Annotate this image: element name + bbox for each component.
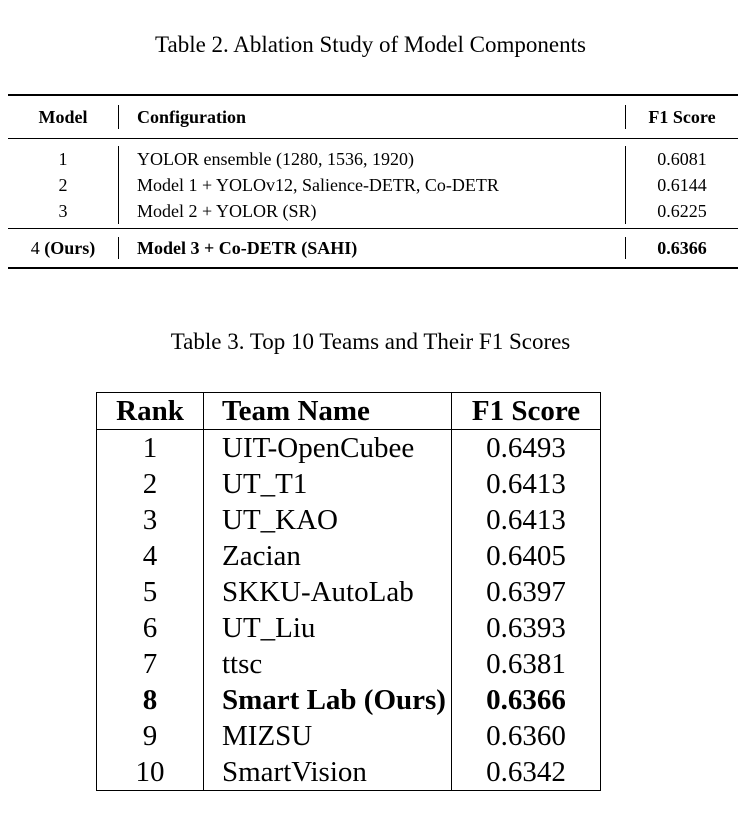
table-row: [97, 646, 601, 682]
table-row: [97, 754, 601, 791]
rank-cell: 3: [97, 502, 204, 538]
header-model: Model: [38, 106, 88, 127]
table-row: [8, 146, 738, 172]
team-name-cell: Smart Lab (Ours): [204, 682, 452, 718]
f1-cell: 0.6081: [625, 146, 738, 172]
f1-cell: 0.6413: [452, 502, 601, 538]
rank-cell: 10: [97, 754, 204, 791]
header-f1-score: F1 Score: [625, 105, 738, 129]
table-row: [97, 718, 601, 754]
model-cell: 3: [58, 200, 68, 221]
rank-cell: 2: [97, 466, 204, 502]
table-row: [97, 610, 601, 646]
table3-caption: Table 3. Top 10 Teams and Their F1 Scores: [170, 329, 571, 354]
table-row: [97, 466, 601, 502]
table-row: [97, 430, 601, 467]
team-name-cell: UT_Liu: [204, 610, 452, 646]
f1-cell: 0.6366: [452, 682, 601, 718]
model-cell: 2: [58, 174, 68, 195]
rank-cell: 9: [97, 718, 204, 754]
rank-cell: 6: [97, 610, 204, 646]
table-row: [97, 574, 601, 610]
table-body: [8, 139, 738, 228]
model-tag: (Ours): [44, 237, 96, 258]
table-row: [97, 502, 601, 538]
leaderboard-table: [96, 392, 601, 791]
rank-cell: 4: [97, 538, 204, 574]
table-rule: [8, 267, 738, 269]
header-team-name: Team Name: [204, 393, 452, 430]
f1-cell: 0.6413: [452, 466, 601, 502]
table-row-ours: [97, 682, 601, 718]
table-header-row: [97, 393, 601, 430]
team-name-cell: UT_T1: [204, 466, 452, 502]
f1-cell: 0.6493: [452, 430, 601, 467]
model-cell: 1: [58, 148, 68, 169]
ablation-table: [8, 94, 738, 269]
rank-cell: 8: [97, 682, 204, 718]
rank-cell: 1: [97, 430, 204, 467]
table2-caption: Table 2. Ablation Study of Model Components: [155, 32, 586, 57]
f1-cell: 0.6360: [452, 718, 601, 754]
model-number: 4: [30, 237, 40, 258]
rank-cell: 7: [97, 646, 204, 682]
model-cell: [8, 238, 118, 259]
f1-cell: 0.6342: [452, 754, 601, 791]
table-row-ours: [8, 229, 738, 267]
team-name-cell: UT_KAO: [204, 502, 452, 538]
configuration-cell: Model 2 + YOLOR (SR): [118, 198, 625, 224]
configuration-cell: YOLOR ensemble (1280, 1536, 1920): [118, 146, 625, 172]
header-f1-score: F1 Score: [452, 393, 601, 430]
f1-cell: 0.6225: [625, 198, 738, 224]
header-configuration: Configuration: [118, 105, 625, 129]
configuration-cell: Model 3 + Co-DETR (SAHI): [118, 237, 625, 259]
configuration-cell: Model 1 + YOLOv12, Salience-DETR, Co-DETR: [118, 172, 625, 198]
f1-cell: 0.6405: [452, 538, 601, 574]
header-rank: Rank: [97, 393, 204, 430]
table-row: [8, 172, 738, 198]
team-name-cell: SKKU-AutoLab: [204, 574, 452, 610]
team-name-cell: Zacian: [204, 538, 452, 574]
f1-cell: 0.6393: [452, 610, 601, 646]
team-name-cell: MIZSU: [204, 718, 452, 754]
f1-cell: 0.6366: [625, 237, 738, 259]
table-row: [97, 538, 601, 574]
table-header-row: [8, 96, 738, 138]
f1-cell: 0.6381: [452, 646, 601, 682]
team-name-cell: UIT-OpenCubee: [204, 430, 452, 467]
team-name-cell: SmartVision: [204, 754, 452, 791]
f1-cell: 0.6144: [625, 172, 738, 198]
rank-cell: 5: [97, 574, 204, 610]
table-row: [8, 198, 738, 224]
f1-cell: 0.6397: [452, 574, 601, 610]
table-body: [97, 430, 601, 791]
team-name-cell: ttsc: [204, 646, 452, 682]
